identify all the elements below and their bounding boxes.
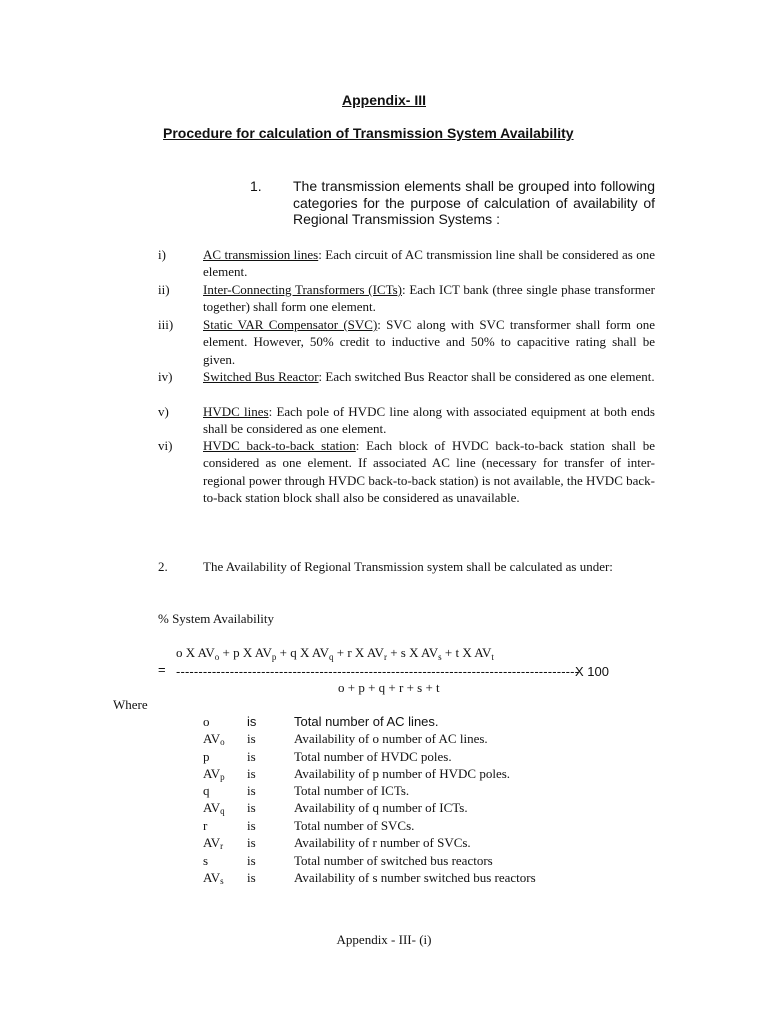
category-item xyxy=(158,246,655,281)
variable-is: is xyxy=(247,714,257,729)
variable-symbol: p xyxy=(203,749,210,764)
variable-description: Availability of o number of AC lines. xyxy=(294,731,488,746)
variable-is: is xyxy=(247,783,256,798)
variable-is: is xyxy=(247,818,256,833)
variable-is: is xyxy=(247,870,256,885)
variable-is: is xyxy=(247,766,256,781)
category-term: Switched Bus Reactor xyxy=(203,369,319,384)
category-item xyxy=(158,437,655,506)
category-number: ii) xyxy=(158,282,170,297)
category-number: i) xyxy=(158,247,166,262)
variable-symbol: o xyxy=(203,714,210,729)
page-footer: Appendix - III- (i) xyxy=(336,932,432,947)
category-term: AC transmission lines xyxy=(203,247,319,262)
category-number: iv) xyxy=(158,369,173,384)
category-item xyxy=(158,368,655,385)
intro-paragraph: The transmission elements shall be grouped into following categories for the purpose of calculation of availability of Regional Transmission Systems : xyxy=(293,178,655,227)
variable-description: Availability of p number of HVDC poles. xyxy=(294,766,511,781)
intro-number: 1. xyxy=(250,178,262,194)
variable-symbol: $AV_o$ xyxy=(203,731,225,747)
category-text: : Each ICT bank (three single phase transformer together) shall form one element. xyxy=(203,282,655,315)
variable-symbol: s xyxy=(203,853,209,868)
variable-is: is xyxy=(247,835,256,850)
category-item xyxy=(158,281,655,316)
formula-label: % System Availability xyxy=(158,611,275,626)
formula-numerator: o X $AV_o + p$ X $AV_p + q$ X $AV_q + r$ X $AV_r + s$ X $AV_s + t$ X $AV_t$ xyxy=(176,645,494,662)
variable-description: Total number of HVDC poles. xyxy=(294,749,452,764)
variable-symbol: q xyxy=(203,783,210,798)
category-text: : Each pole of HVDC line along with associated equipment at both ends shall be considered as one element. xyxy=(203,404,655,437)
item2-number: 2. xyxy=(158,559,168,574)
formula-multiplier: X 100 xyxy=(575,664,609,679)
category-term: HVDC lines xyxy=(203,404,269,419)
appendix-title: Appendix- III xyxy=(342,92,426,108)
variable-description: Availability of q number of ICTs. xyxy=(294,800,468,815)
category-number: vi) xyxy=(158,438,173,453)
variable-symbol: $AV_p$ xyxy=(203,766,225,782)
category-term: Inter-Connecting Transformers (ICTs) xyxy=(203,282,403,297)
variable-description: Total number of AC lines. xyxy=(294,714,439,729)
category-term: Static VAR Compensator (SVC) xyxy=(203,317,378,332)
calculation-item xyxy=(158,558,655,575)
variable-is: is xyxy=(247,853,256,868)
variable-description: Total number of ICTs. xyxy=(294,783,410,798)
variable-description: Availability of r number of SVCs. xyxy=(294,835,471,850)
category-term: HVDC back-to-back station xyxy=(203,438,356,453)
variable-description: Total number of switched bus reactors xyxy=(294,853,493,868)
item2-text: The Availability of Regional Transmission system shall be calculated as under: xyxy=(203,559,613,574)
variable-symbol: $AV_q$ xyxy=(203,800,225,816)
procedure-heading: Procedure for calculation of Transmission System Availability xyxy=(163,125,574,141)
formula-equals-sign: = xyxy=(158,662,166,677)
variable-is: is xyxy=(247,731,256,746)
category-number: iii) xyxy=(158,317,174,332)
fraction-bar: ------------------------------------------------------------------------------------------ xyxy=(176,664,580,679)
variable-symbol: r xyxy=(203,818,208,833)
category-item xyxy=(158,316,655,368)
category-text: : Each circuit of AC transmission line shall be considered as one element. xyxy=(203,247,655,280)
category-item xyxy=(158,403,655,438)
variable-symbol: $AV_r$ xyxy=(203,835,224,851)
variable-is: is xyxy=(247,749,256,764)
where-label: Where xyxy=(113,697,148,712)
variable-is: is xyxy=(247,800,256,815)
category-number: v) xyxy=(158,404,169,419)
variable-symbol: $AV_s$ xyxy=(203,870,224,886)
variable-description: Total number of SVCs. xyxy=(294,818,415,833)
category-text: : Each block of HVDC back-to-back station shall be considered as one element. If associated AC line (necessary for transfer of inter-regional power through HVDC back-to-back station) is not available, the HVDC back-to-back station block shall also be considered as unavailable. xyxy=(203,438,655,505)
variable-description: Availability of s number switched bus reactors xyxy=(294,870,536,885)
category-text: : Each switched Bus Reactor shall be considered as one element. xyxy=(318,369,655,384)
formula-denominator: o + p + q + r + s + t xyxy=(338,680,440,695)
category-text: : SVC along with SVC transformer shall form one element. However, 50% credit to inductive and 50% to capacitive rating shall be given. xyxy=(203,317,655,367)
